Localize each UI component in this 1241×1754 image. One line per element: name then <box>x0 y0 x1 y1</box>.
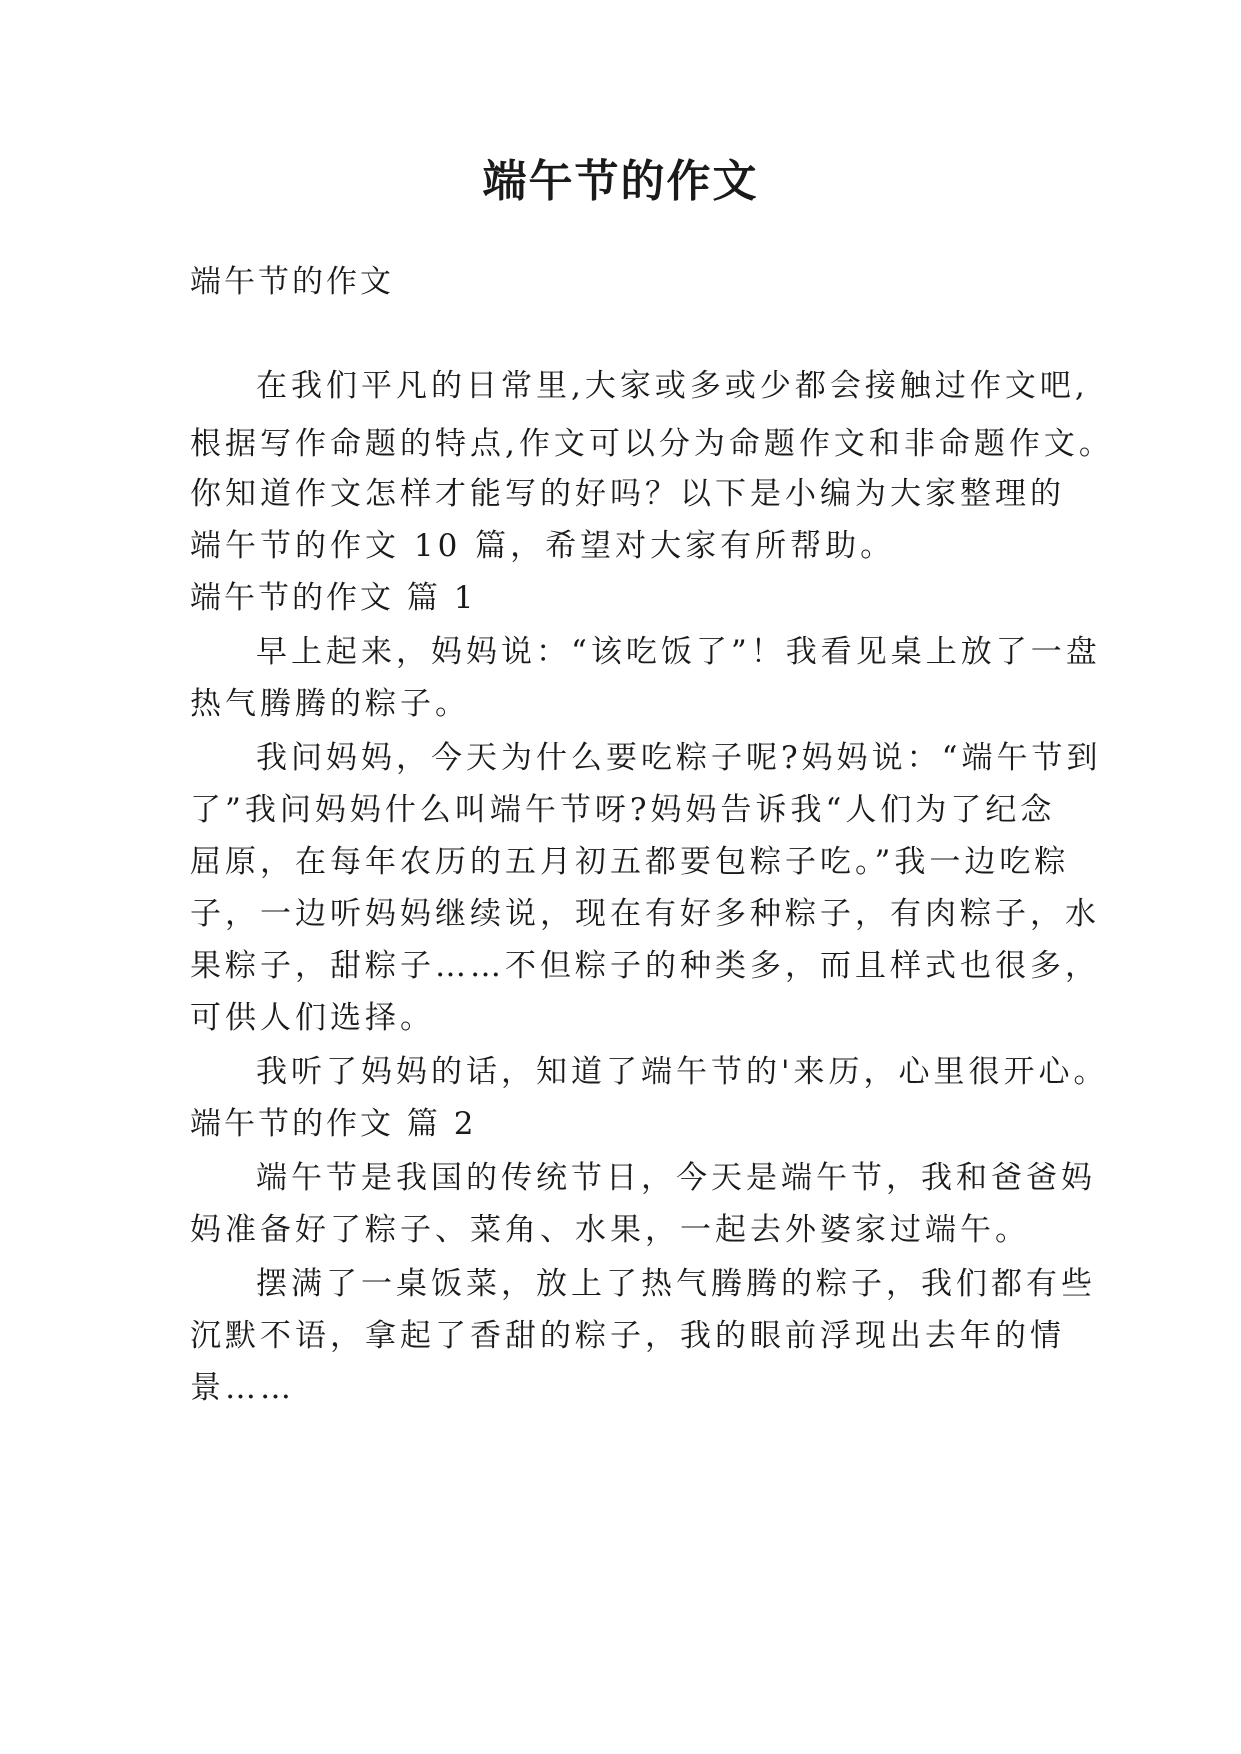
intro-line: 你知道作文怎样才能写的好吗？以下是小编为大家整理的 <box>190 476 1065 512</box>
intro-line: 端午节的作文 10 篇，希望对大家有所帮助。 <box>190 528 896 564</box>
paragraph-line: 热气腾腾的粽子。 <box>190 686 470 722</box>
paragraph-line: 了”我问妈妈什么叫端午节呀?妈妈告诉我“人们为了纪念 <box>190 792 1056 828</box>
paragraph-line: 端午节是我国的传统节日，今天是端午节，我和爸爸妈 <box>256 1160 1096 1196</box>
paragraph-line: 我问妈妈，今天为什么要吃粽子呢?妈妈说：“端午节到 <box>256 740 1102 776</box>
paragraph-line: 沉默不语，拿起了香甜的粽子，我的眼前浮现出去年的情 <box>190 1318 1065 1354</box>
document-title: 端午节的作文 <box>482 156 759 207</box>
paragraph-line: 子，一边听妈妈继续说，现在有好多种粽子，有肉粽子，水 <box>190 896 1100 932</box>
paragraph-line: 景…… <box>190 1370 295 1406</box>
document-subtitle: 端午节的作文 <box>190 264 394 300</box>
section-heading-1: 端午节的作文 篇 1 <box>190 580 477 616</box>
paragraph-line: 果粽子，甜粽子……不但粽子的种类多，而且样式也很多， <box>190 948 1100 984</box>
paragraph-line: 妈准备好了粽子、菜角、水果，一起去外婆家过端午。 <box>190 1212 1030 1248</box>
paragraph-line: 屈原，在每年农历的五月初五都要包粽子吃。”我一边吃粽 <box>190 844 1070 880</box>
intro-line: 在我们平凡的日常里,大家或多或少都会接触过作文吧, <box>256 368 1089 404</box>
paragraph-line: 可供人们选择。 <box>190 1000 435 1036</box>
paragraph-line: 我听了妈妈的话，知道了端午节的'来历，心里很开心。 <box>256 1054 1109 1090</box>
section-heading-2: 端午节的作文 篇 2 <box>190 1106 477 1142</box>
paragraph-line: 摆满了一桌饭菜，放上了热气腾腾的粽子，我们都有些 <box>256 1266 1096 1302</box>
paragraph-line: 早上起来，妈妈说：“该吃饭了”！我看见桌上放了一盘 <box>256 634 1101 670</box>
intro-line: 根据写作命题的特点,作文可以分为命题作文和非命题作文。 <box>190 426 1114 462</box>
